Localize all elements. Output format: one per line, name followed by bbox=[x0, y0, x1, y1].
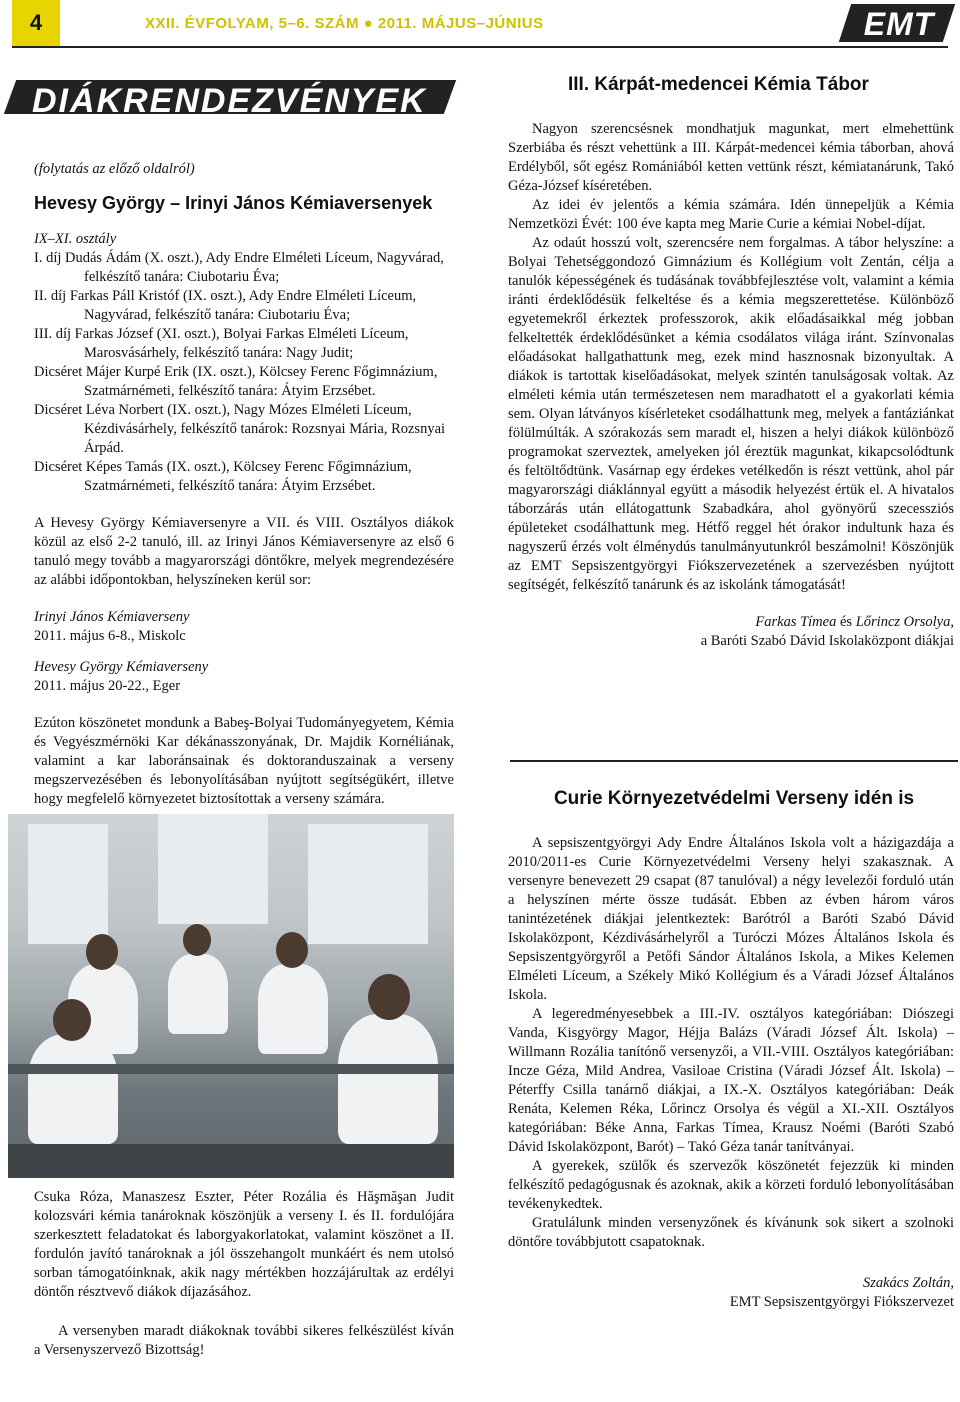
event-1-name: Irinyi János Kémiaverseny bbox=[34, 609, 190, 625]
article-title-camp: III. Kárpát-medencei Kémia Tábor bbox=[568, 74, 869, 95]
curie-title-wrap bbox=[510, 788, 958, 810]
lab-photo bbox=[8, 814, 454, 1178]
header-rule bbox=[12, 46, 948, 48]
article-title-curie: Curie Környezetvédelmi Verseny idén is bbox=[553, 788, 915, 809]
logo-text: EMT bbox=[863, 6, 935, 42]
result-item: Dicséret Májer Kurpé Erik (IX. oszt.), Kölcsey Ferenc Főgimnázium, Szatmárnémeti, felkészítő tanára: Átyim Erzsébet. bbox=[34, 364, 438, 399]
signature-name: Lőrincz Orsolya, bbox=[855, 614, 954, 630]
section-banner bbox=[10, 74, 450, 118]
event-1-date: 2011. május 6-8., Miskolc bbox=[34, 628, 186, 644]
left-column-bottom bbox=[34, 1188, 454, 1360]
curie-signature-org: EMT Sepsiszentgyörgyi Fiókszervezet bbox=[729, 1294, 954, 1310]
results-list bbox=[34, 249, 454, 496]
camp-paragraph: Az odaút hosszú volt, szerencsére nem forgalmas. A tábor helyszíne: a Bolyai Tehetséggondozó Gimnázium és Kollégium volt Zentán, célja a tanulók képességének és tudásának továbbfejlesztése volt, valamint a kémia iránti érdeklődésük felkeltése és a kémia megszerettetése. Különböző egyetemekről érkeztek professzorok, akik előadásaikkal még jobban felkeltették érdeklődésünket a kémia csodálatos világa iránt. Színvonalas előadásokat hallgathattunk meg, ezek mind hasznosnak bizonyultak. A diákok is tartottak kiselőadásokat, melyek szintén tanulságosak voltak. Az elméleti kémia után természetesen nem maradhatott el a gyakorlati kémia sem. Olyan látványos kísérleteket csodálhattunk meg, melyek a fantáziánkat fölülmúlták. A szórakozás sem maradt el, hiszen a helyi diákok különböző programokat szerveztek, amelyeken jól éreztük magunkat, kikapcsolódtunk és feltöltődtünk. Vasárnap egy érdekes vetélkedőn is részt vettünk, ahol pár magyarországi diáklánnyal együtt a második helyezést értük el. A hivatalos táborzárás után ellátogattunk Szabadkára, ahol gyönyörű szecessziós épületeket csodálhattunk meg. Hétfő reggel hét órakor indultunk haza és nagyszerű érzés volt élménydús tanulmányutunkról beszámolni! Köszönjük az EMT Sepsiszentgyörgyi Fiókszervezetének a szervezésben nyújtott segítségét, felkészítő tanárunk és az iskolánk támogatását! bbox=[508, 235, 954, 593]
curie-paragraph: Gratulálunk minden versenyzőnek és kívánunk sok sikert a szolnoki döntőre továbbjutott csapatoknak. bbox=[508, 1215, 954, 1250]
camp-signature-school: a Baróti Szabó Dávid Iskolaközpont diákjai bbox=[700, 633, 954, 649]
article-title-left: Hevesy György – Irinyi János Kémiaversenyek bbox=[34, 193, 433, 213]
issue-info: XXII. ÉVFOLYAM, 5–6. SZÁM ● 2011. MÁJUS–JÚNIUS bbox=[145, 15, 544, 32]
curie-paragraph: A gyerekek, szülők és szervezők köszönetét fejezzük ki minden felkészítő pedagógusnak és azoknak, akik a körzeti forduló lebonyolításában tevékenykedtek. bbox=[508, 1158, 954, 1212]
camp-signature bbox=[508, 613, 954, 632]
result-item: III. díj Farkas József (XI. oszt.), Bolyai Farkas Elméleti Líceum, Marosvásárhely, felkészítő tanára: Nagy Judit; bbox=[34, 326, 409, 361]
camp-paragraph: Az idei év jelentős a kémia számára. Idén ünnepeljük a Kémia Nemzetközi Évét: 100 éve kapta meg Marie Curie a kémiai Nobel-díjat. bbox=[508, 197, 954, 232]
class-label: IX–XI. osztály bbox=[34, 231, 117, 247]
section-title: DIÁKRENDEZVÉNYEK bbox=[32, 82, 427, 120]
thanks-paragraph: Ezúton köszönetet mondunk a Babeş-Bolyai Tudományegyetem, Kémia és Vegyészmérnöki Kar dékánasszonyának, Dr. Majdik Kornéliának, valamint a kar laboránsainak és doktoranduszainak a verseny megszervezésében és lebonyolításában nyújtott segítségükért, illetve hogy megfelelő környezetet biztosítottak a verseny számára. bbox=[34, 715, 454, 807]
event-2-date: 2011. május 20-22., Eger bbox=[34, 678, 181, 694]
finals-paragraph: A Hevesy György Kémiaversenyre a VII. és VIII. Osztályos diákok közül az első 2-2 tanuló, ill. az Irinyi János Kémiaversenyre az első 6 tanuló megy tovább a magyarországi döntőkre, melyek megrendezésére az alábbi időpontokban, helyszíneken kerül sor: bbox=[34, 515, 454, 588]
signature-name: Farkas Tímea bbox=[755, 614, 837, 630]
curie-paragraph: A sepsiszentgyörgyi Ady Endre Általános Iskola volt a házigazdája a 2010/2011-es Curie Környezetvédelmi Verseny helyi szakasznak. A versenyre benevezett 29 csapat (87 tanulóval) a négy levelezői forduló után a helyszínen mérte össze tudását. Ebben az évben három város tanintézetének diákjai jelentkeztek: Barótról a Baróti Szabó Dávid Iskolaközpont, Kézdivásárhelyről a Turóczi Mózes Általános Iskola és Sepsiszentgyörgyről a Petőfi Sándor Általános Iskola, a Mikes Kelemen Elméleti Líceum, a Székely Mikó Kollégium és a Váradi József Általános Iskola. bbox=[508, 835, 954, 1003]
left-column bbox=[34, 160, 454, 809]
page-number: 4 bbox=[12, 0, 60, 46]
result-item: Dicséret Léva Norbert (IX. oszt.), Nagy Mózes Elméleti Líceum, Kézdivásárhely, felkészítő tanárok: Rozsnyai Mária, Rozsnyai Árpád. bbox=[34, 402, 446, 456]
right-column-camp bbox=[508, 120, 954, 651]
closing-wish: A versenyben maradt diákoknak további sikeres felkészülést kíván a Versenyszervező Bizottság! bbox=[34, 1323, 454, 1358]
curie-signature-name: Szakács Zoltán, bbox=[862, 1275, 954, 1291]
camp-paragraph: Nagyon szerencsésnek mondhatjuk magunkat, mert elmehettünk Szerbiába és részt vehettünk a III. Kárpát-medencei kémia táborban, ahová Erdélyből, sőt egész Romániából ketten vettünk részt, kémiatanárunk, Takó Géza-József kíséretében. bbox=[508, 121, 954, 194]
event-2-name: Hevesy György Kémiaverseny bbox=[34, 659, 209, 675]
emt-logo bbox=[845, 4, 949, 42]
curie-paragraph: A legeredményesebbek a III.-IV. osztályos kategóriában: Diószegi Vanda, Kisgyörgy Magor, Héjja Balázs (Váradi József Ált. Iskola) – Willmann Rozália tanítónő versenyzői, a VII.-VIII. Osztályos kategóriában: Incze Géza, Mild Andrea, Vasiloae Cristina (Váradi József Ált. Iskola) – Péterffy Csilla tanárnő diákjai, a IX.-X. Osztályos kategóriában: Deák Renáta, Kelemen Réka, Lőrincz Orsolya és végül a XI.-XII. Osztályos kategóriában: Béke Anna, Farkas Tímea, Krausz Noémi (Baróti Szabó Dávid Iskolaközpont, Barót) – Takó Géza tanár tanítványai. bbox=[508, 1006, 954, 1155]
article-divider bbox=[510, 760, 958, 762]
right-column-curie bbox=[508, 834, 954, 1312]
signature-conjunction: és bbox=[836, 614, 856, 630]
teachers-thanks-paragraph: Csuka Róza, Manaszesz Eszter, Péter Rozália és Hăşmăşan Judit kolozsvári kémia tanároknak köszönjük a verseny I. és II. fordulójára szerkesztett feladatokat és laborgyakorlatokat, valamint köszönet a II. fordulón javító tanároknak a jól összehangolt munkáért és nem utolsó sorban támogatóinknak, akik nagy mértékben hozzájárultak az erdélyi döntőn résztvevő diákok díjazásához. bbox=[34, 1189, 454, 1300]
result-item: II. díj Farkas Páll Kristóf (IX. oszt.), Ady Endre Elméleti Líceum, Nagyvárad, felkészítő tanára: Ciubotariu Éva; bbox=[34, 288, 417, 323]
continued-note: (folytatás az előző oldalról) bbox=[34, 161, 195, 177]
result-item: Dicséret Képes Tamás (IX. oszt.), Kölcsey Ferenc Főgimnázium, Szatmárnémeti, felkészítő tanára: Átyim Erzsébet. bbox=[34, 459, 412, 494]
result-item: I. díj Dudás Ádám (X. oszt.), Ady Endre Elméleti Líceum, Nagyvárad, felkészítő tanára: Ciubotariu Éva; bbox=[34, 250, 444, 285]
